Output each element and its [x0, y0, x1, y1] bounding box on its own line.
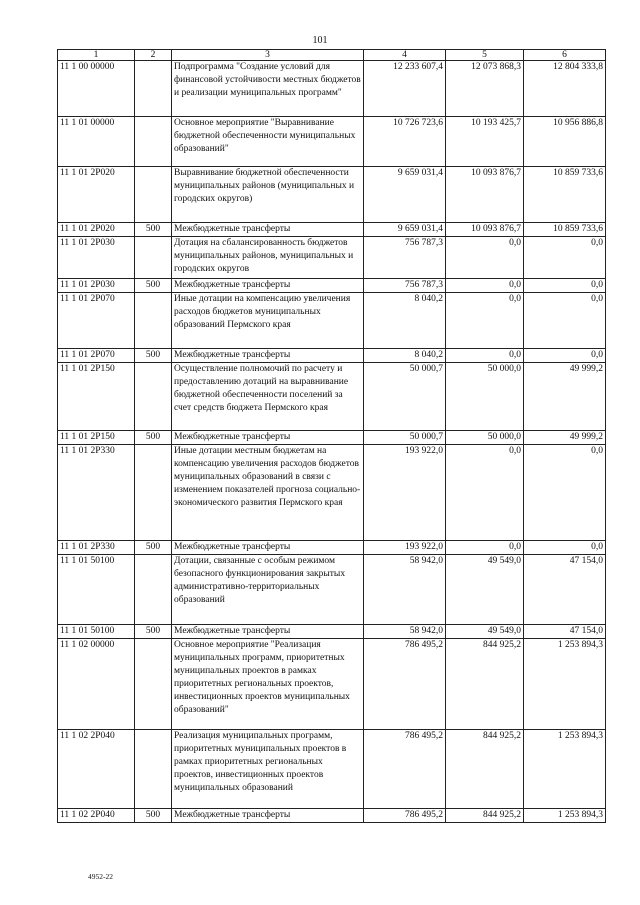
row-value-col5: 0,0: [446, 279, 524, 293]
row-code: 11 1 01 2Р020: [58, 167, 135, 223]
row-value-col4: 8 040,2: [364, 293, 446, 349]
row-value-col6: 10 956 886,8: [524, 117, 606, 167]
row-value-col4: 58 942,0: [364, 555, 446, 625]
row-description: Осуществление полномочий по расчету и предоставлению дотаций на выравнивание бюджетной обеспеченности поселений за счет средств бюджета Пермского края: [172, 363, 364, 431]
row-value-col4: 786 495,2: [364, 809, 446, 823]
row-expense-type: [135, 639, 172, 730]
table-row: [58, 293, 606, 349]
row-value-col6: 0,0: [524, 349, 606, 363]
row-value-col4: 9 659 031,4: [364, 223, 446, 237]
row-code: 11 1 01 50100: [58, 625, 135, 639]
row-value-col5: 0,0: [446, 445, 524, 541]
header-cell-2: 2: [135, 50, 172, 61]
row-value-col5: 0,0: [446, 237, 524, 279]
row-value-col4: 756 787,3: [364, 279, 446, 293]
table-row: [58, 237, 606, 279]
row-description: Дотации, связанные с особым режимом безопасного функционирования закрытых административно-территориальных образований: [172, 555, 364, 625]
row-value-col4: 50 000,7: [364, 363, 446, 431]
table-row: [58, 639, 606, 730]
row-value-col4: 193 922,0: [364, 445, 446, 541]
row-code: 11 1 01 2Р150: [58, 431, 135, 445]
row-value-col6: 12 804 333,8: [524, 61, 606, 117]
row-description: Иные дотации на компенсацию увеличения расходов бюджетов муниципальных образований Пермского края: [172, 293, 364, 349]
row-value-col4: 8 040,2: [364, 349, 446, 363]
row-expense-type: 500: [135, 223, 172, 237]
row-value-col4: 756 787,3: [364, 237, 446, 279]
row-value-col6: 49 999,2: [524, 431, 606, 445]
budget-table: [57, 49, 606, 823]
row-value-col5: 0,0: [446, 349, 524, 363]
table-header-row: [58, 50, 606, 61]
row-value-col5: 10 093 876,7: [446, 223, 524, 237]
row-value-col6: 0,0: [524, 445, 606, 541]
row-description: Межбюджетные трансферты: [172, 431, 364, 445]
row-expense-type: 500: [135, 279, 172, 293]
row-description: Основное мероприятие "Реализация муниципальных программ, приоритетных муниципальных проектов в рамках приоритетных региональных проектов, инвестиционных проектов муниципальных образований": [172, 639, 364, 730]
row-value-col5: 844 925,2: [446, 639, 524, 730]
row-description: Дотация на сбалансированность бюджетов муниципальных районов, муниципальных и городских округов: [172, 237, 364, 279]
row-code: 11 1 00 00000: [58, 61, 135, 117]
header-cell-3: 3: [172, 50, 364, 61]
row-expense-type: [135, 117, 172, 167]
row-expense-type: 500: [135, 809, 172, 823]
row-description: Выравнивание бюджетной обеспеченности муниципальных районов (муниципальных и городских округов): [172, 167, 364, 223]
row-value-col4: 10 726 723,6: [364, 117, 446, 167]
table-row: [58, 809, 606, 823]
document-code: 4952-22: [88, 872, 113, 881]
row-value-col5: 49 549,0: [446, 555, 524, 625]
table-row: [58, 625, 606, 639]
row-description: Межбюджетные трансферты: [172, 223, 364, 237]
table-row: [58, 61, 606, 117]
row-expense-type: [135, 445, 172, 541]
header-cell-5: 5: [446, 50, 524, 61]
row-value-col6: 10 859 733,6: [524, 223, 606, 237]
row-value-col5: 49 549,0: [446, 625, 524, 639]
row-description: Межбюджетные трансферты: [172, 809, 364, 823]
row-code: 11 1 01 2Р070: [58, 293, 135, 349]
table-row: [58, 167, 606, 223]
row-value-col6: 10 859 733,6: [524, 167, 606, 223]
row-value-col5: 0,0: [446, 541, 524, 555]
row-value-col4: 9 659 031,4: [364, 167, 446, 223]
row-value-col4: 50 000,7: [364, 431, 446, 445]
row-value-col4: 12 233 607,4: [364, 61, 446, 117]
table-row: [58, 349, 606, 363]
row-value-col6: 49 999,2: [524, 363, 606, 431]
row-code: 11 1 02 2Р040: [58, 809, 135, 823]
table-row: [58, 117, 606, 167]
row-code: 11 1 02 00000: [58, 639, 135, 730]
row-value-col6: 47 154,0: [524, 625, 606, 639]
row-code: 11 1 01 2Р020: [58, 223, 135, 237]
row-value-col4: 193 922,0: [364, 541, 446, 555]
row-value-col4: 786 495,2: [364, 639, 446, 730]
row-expense-type: [135, 293, 172, 349]
row-expense-type: 500: [135, 431, 172, 445]
page-number: 101: [312, 35, 328, 46]
row-value-col4: 58 942,0: [364, 625, 446, 639]
row-description: Межбюджетные трансферты: [172, 349, 364, 363]
row-value-col6: 1 253 894,3: [524, 639, 606, 730]
row-value-col5: 50 000,0: [446, 431, 524, 445]
table-row: [58, 223, 606, 237]
row-value-col4: 786 495,2: [364, 730, 446, 809]
row-code: 11 1 01 00000: [58, 117, 135, 167]
row-value-col5: 10 193 425,7: [446, 117, 524, 167]
row-value-col5: 844 925,2: [446, 730, 524, 809]
row-expense-type: [135, 363, 172, 431]
row-expense-type: [135, 730, 172, 809]
row-description: Подпрограмма "Создание условий для финансовой устойчивости местных бюджетов и реализации муниципальных программ": [172, 61, 364, 117]
row-value-col6: 0,0: [524, 293, 606, 349]
row-expense-type: 500: [135, 625, 172, 639]
row-value-col5: 10 093 876,7: [446, 167, 524, 223]
header-cell-1: 1: [58, 50, 135, 61]
row-description: Реализация муниципальных программ, приоритетных муниципальных проектов в рамках приоритетных региональных проектов, инвестиционных проектов муниципальных образований: [172, 730, 364, 809]
table-row: [58, 445, 606, 541]
table-row: [58, 363, 606, 431]
header-cell-4: 4: [364, 50, 446, 61]
row-value-col5: 12 073 868,3: [446, 61, 524, 117]
table-row: [58, 431, 606, 445]
row-value-col6: 47 154,0: [524, 555, 606, 625]
row-expense-type: [135, 555, 172, 625]
row-expense-type: [135, 167, 172, 223]
row-expense-type: [135, 237, 172, 279]
row-code: 11 1 01 2Р330: [58, 541, 135, 555]
table-row: [58, 541, 606, 555]
row-value-col6: 0,0: [524, 279, 606, 293]
table-row: [58, 730, 606, 809]
header-cell-6: 6: [524, 50, 606, 61]
table-body: [58, 61, 606, 823]
row-value-col5: 0,0: [446, 293, 524, 349]
row-description: Иные дотации местным бюджетам на компенсацию увеличения расходов бюджетов муниципальных образований в связи с изменением показателей прогноза социально-экономического развития Пермского края: [172, 445, 364, 541]
table-row: [58, 555, 606, 625]
row-code: 11 1 01 2Р150: [58, 363, 135, 431]
row-expense-type: [135, 61, 172, 117]
row-value-col6: 0,0: [524, 541, 606, 555]
row-description: Межбюджетные трансферты: [172, 625, 364, 639]
row-description: Межбюджетные трансферты: [172, 541, 364, 555]
row-value-col6: 1 253 894,3: [524, 809, 606, 823]
table-row: [58, 279, 606, 293]
row-value-col6: 1 253 894,3: [524, 730, 606, 809]
row-value-col5: 50 000,0: [446, 363, 524, 431]
row-value-col5: 844 925,2: [446, 809, 524, 823]
row-code: 11 1 02 2Р040: [58, 730, 135, 809]
row-description: Межбюджетные трансферты: [172, 279, 364, 293]
row-expense-type: 500: [135, 541, 172, 555]
row-code: 11 1 01 2Р030: [58, 237, 135, 279]
row-description: Основное мероприятие "Выравнивание бюджетной обеспеченности муниципальных образований": [172, 117, 364, 167]
row-code: 11 1 01 50100: [58, 555, 135, 625]
row-code: 11 1 01 2Р030: [58, 279, 135, 293]
row-code: 11 1 01 2Р330: [58, 445, 135, 541]
row-expense-type: 500: [135, 349, 172, 363]
row-code: 11 1 01 2Р070: [58, 349, 135, 363]
row-value-col6: 0,0: [524, 237, 606, 279]
